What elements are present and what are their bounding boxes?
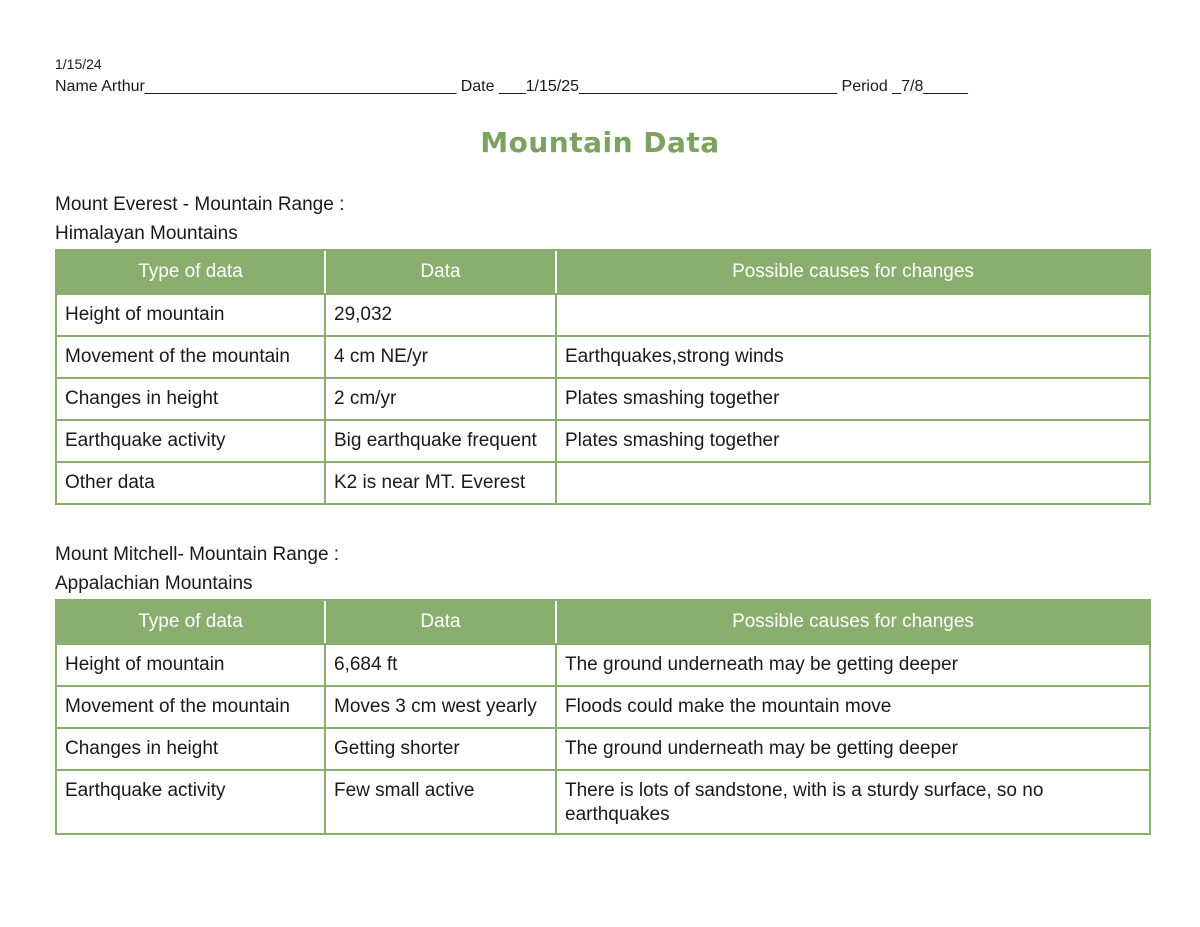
column-header-type: Type of data <box>56 250 325 294</box>
document-date: 1/15/24 <box>55 56 102 72</box>
section-heading-everest <box>55 190 344 248</box>
cell-causes: Floods could make the mountain move <box>556 686 1150 728</box>
table-row <box>56 462 1150 504</box>
cell-type: Earthquake activity <box>56 770 325 834</box>
table-row <box>56 686 1150 728</box>
cell-type: Earthquake activity <box>56 420 325 462</box>
column-header-data: Data <box>325 250 556 294</box>
section-heading-line: Mount Mitchell- Mountain Range : <box>55 544 340 565</box>
page-title: Mountain Data <box>480 126 720 159</box>
cell-data: K2 is near MT. Everest <box>325 462 556 504</box>
cell-causes: Earthquakes,strong winds <box>556 336 1150 378</box>
cell-causes: Plates smashing together <box>556 420 1150 462</box>
table-row <box>56 644 1150 686</box>
cell-type: Changes in height <box>56 728 325 770</box>
cell-causes: There is lots of sandstone, with is a sturdy surface, so no earthquakes <box>556 770 1150 834</box>
cell-causes <box>556 462 1150 504</box>
cell-causes: The ground underneath may be getting deeper <box>556 728 1150 770</box>
cell-data: Few small active <box>325 770 556 834</box>
cell-data: 2 cm/yr <box>325 378 556 420</box>
column-header-causes: Possible causes for changes <box>556 250 1150 294</box>
cell-data: 29,032 <box>325 294 556 336</box>
cell-data: 6,684 ft <box>325 644 556 686</box>
cell-type: Height of mountain <box>56 294 325 336</box>
table-row <box>56 378 1150 420</box>
section-heading-line: Mount Everest - Mountain Range : <box>55 194 345 215</box>
section-heading-mitchell <box>55 540 339 598</box>
cell-type: Other data <box>56 462 325 504</box>
cell-type: Movement of the mountain <box>56 336 325 378</box>
cell-data: Getting shorter <box>325 728 556 770</box>
table-header-row <box>56 250 1150 294</box>
section-subheading-line: Himalayan Mountains <box>55 223 238 244</box>
cell-data: Big earthquake frequent <box>325 420 556 462</box>
name-date-period-line: Name Arthur___________________________________ Date ___1/15/25_____________________________ Period _7/8_____ <box>55 78 968 95</box>
cell-type: Height of mountain <box>56 644 325 686</box>
column-header-data: Data <box>325 600 556 644</box>
cell-type: Movement of the mountain <box>56 686 325 728</box>
table-row <box>56 294 1150 336</box>
table-row <box>56 336 1150 378</box>
cell-causes: Plates smashing together <box>556 378 1150 420</box>
table-row <box>56 728 1150 770</box>
column-header-type: Type of data <box>56 600 325 644</box>
cell-causes: The ground underneath may be getting deeper <box>556 644 1150 686</box>
cell-type: Changes in height <box>56 378 325 420</box>
table-row <box>56 420 1150 462</box>
cell-data: Moves 3 cm west yearly <box>325 686 556 728</box>
column-header-causes: Possible causes for changes <box>556 600 1150 644</box>
section-subheading-line: Appalachian Mountains <box>55 573 253 594</box>
cell-data: 4 cm NE/yr <box>325 336 556 378</box>
cell-causes <box>556 294 1150 336</box>
table-row <box>56 770 1150 834</box>
mitchell-data-table <box>55 599 1151 835</box>
table-header-row <box>56 600 1150 644</box>
everest-data-table <box>55 249 1151 505</box>
